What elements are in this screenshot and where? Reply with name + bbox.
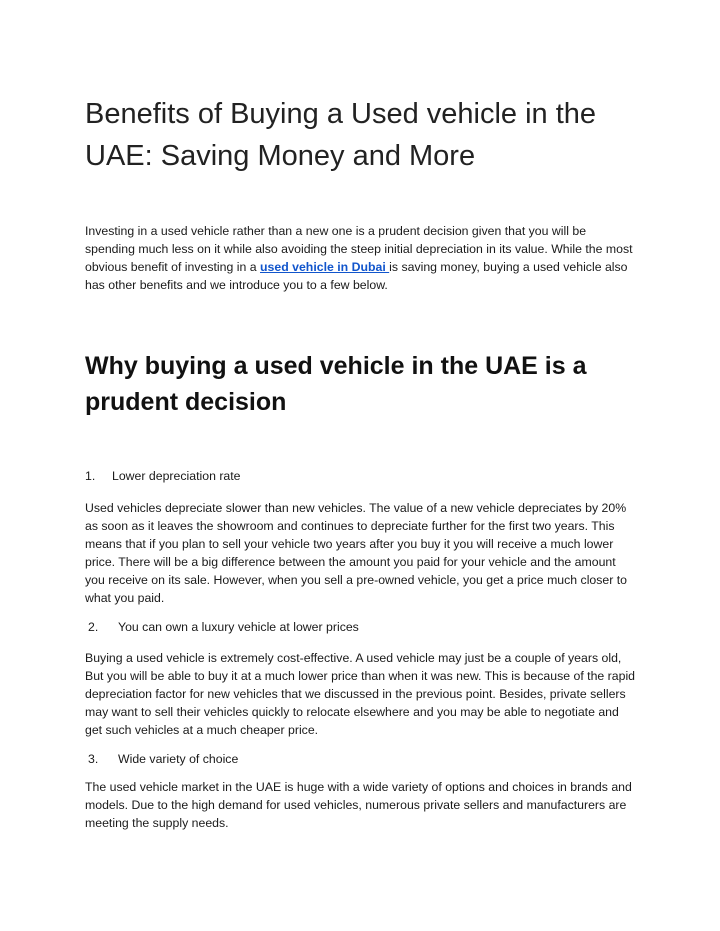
intro-text-before-link: Investing in a used vehicle rather than a new one is a prudent decision given that you will be spending much less on it while also avoiding the steep initial depreciation in its value. While the most obvious benefit of investing in a: [85, 224, 633, 274]
intro-text-after-link: is saving money, buying a used vehicle also has other benefits and we introduce you to a few below.: [85, 260, 628, 292]
list-item-title-1: Lower depreciation rate: [112, 469, 241, 483]
intro-paragraph: [85, 222, 635, 294]
used-vehicle-dubai-link[interactable]: used vehicle in Dubai: [260, 260, 390, 274]
page-title: Benefits of Buying a Used vehicle in the UAE: Saving Money and More: [85, 98, 597, 172]
list-item-title-3: Wide variety of choice: [118, 752, 239, 766]
list-item-body-1: Used vehicles depreciate slower than new vehicles. The value of a new vehicle depreciates by 20% as soon as it leaves the showroom and continues to depreciate further for the first two years. This means that if you plan to sell your vehicle two years after you buy it you will receive a much lower price. There will be a big difference between the amount you paid for your vehicle and the amount you receive on its sale. However, when you sell a pre-owned vehicle, you get a price much closer to what you paid.: [85, 501, 628, 605]
section-heading: Why buying a used vehicle in the UAE is a prudent decision: [85, 352, 587, 416]
list-item-title-2: You can own a luxury vehicle at lower prices: [118, 620, 359, 634]
list-item-number-3: 3.: [88, 752, 99, 766]
list-item-body-3: The used vehicle market in the UAE is huge with a wide variety of options and choices in brands and models. Due to the high demand for used vehicles, numerous private sellers and manufacturers are meeting the supply needs.: [85, 780, 632, 830]
list-item-heading-3: [85, 750, 238, 768]
list-item-body-2: Buying a used vehicle is extremely cost-effective. A used vehicle may just be a couple of years old, But you will be able to buy it at a much lower price than when it was new. This is because of the rapid depreciation factor for new vehicles that we discussed in the previous point. Besides, private sellers may want to sell their vehicles quickly to relocate elsewhere and you may be able to negotiate and get such vehicles at a much cheaper price.: [85, 651, 636, 737]
list-item-number-1: 1.: [85, 469, 96, 483]
list-item-number-2: 2.: [88, 620, 99, 634]
list-item-heading-2: [85, 618, 359, 636]
list-item-heading-1: [85, 467, 241, 485]
